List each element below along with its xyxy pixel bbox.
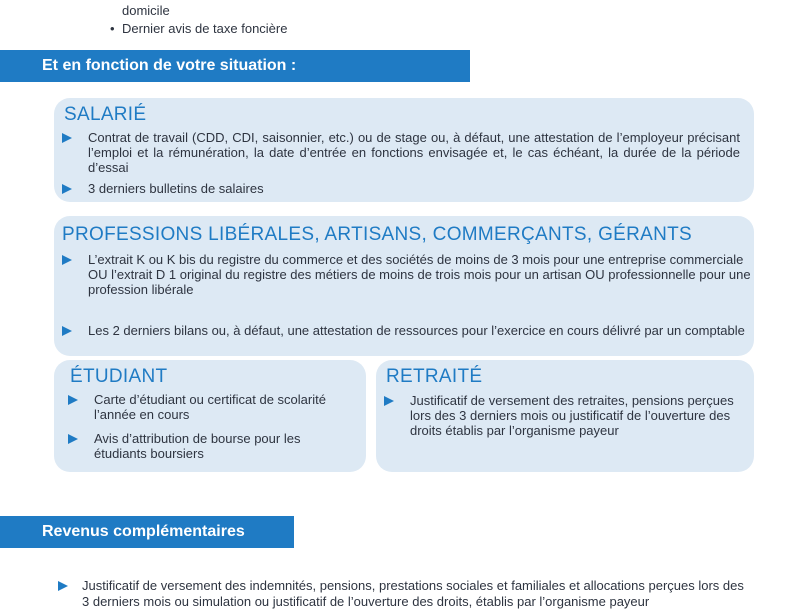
triangle-arrow-icon — [384, 396, 394, 406]
revenus-item-justificatif: Justificatif de versement des indemnités, pensions, prestations sociales et familiales et allocations perçues lors des 3 derniers mois ou simulation ou justificatif de l’ouverture des droits, établis par l’organisme payeur — [58, 578, 748, 610]
triangle-arrow-icon — [68, 395, 78, 405]
list-item-taxe-fonciere: • Dernier avis de taxe foncière — [108, 20, 287, 38]
triangle-arrow-icon — [62, 326, 72, 336]
etudiant-item-carte: Carte d’étudiant ou certificat de scolarité l’année en cours — [68, 392, 352, 422]
retraite-card — [376, 360, 754, 472]
triangle-arrow-icon — [62, 255, 72, 265]
salarie-item-contrat: Contrat de travail (CDD, CDI, saisonnier, etc.) ou de stage ou, à défaut, une attestation de l’employeur précisant l’emploi et la rémunération, la date d’entrée en fonctions envisagée et, le cas échéant, la durée de la période d’essai — [62, 130, 740, 175]
liberales-item-extrait: L’extrait K ou K bis du registre du commerce et des sociétés de moins de 3 mois pour une entreprise commerciale OU l’extrait D 1 original du registre des métiers de moins de trois mois pour un artisan OU professionnelle pour une profession libérale — [62, 252, 752, 297]
liberales-item-bilans: Les 2 derniers bilans ou, à défaut, une attestation de ressources pour l’exercice en cours délivré par un comptable — [62, 323, 752, 338]
situation-header: Et en fonction de votre situation : — [0, 50, 470, 82]
revenus-header: Revenus complémentaires — [0, 516, 294, 548]
list-continuation: domicile — [122, 3, 170, 18]
retraite-item-justificatif: Justificatif de versement des retraites, pensions perçues lors des 3 derniers mois ou justificatif de l’ouverture des droits établis par l’organisme payeur — [384, 393, 742, 438]
triangle-arrow-icon — [62, 184, 72, 194]
triangle-arrow-icon — [58, 581, 68, 591]
salarie-title: SALARIÉ — [64, 104, 147, 125]
triangle-arrow-icon — [62, 133, 72, 143]
liberales-title: PROFESSIONS LIBÉRALES, ARTISANS, COMMERÇANTS, GÉRANTS — [62, 224, 693, 245]
salarie-card — [54, 98, 754, 202]
triangle-arrow-icon — [68, 434, 78, 444]
liberales-card — [54, 216, 754, 356]
etudiant-title: ÉTUDIANT — [70, 366, 168, 387]
top-document-list — [108, 2, 287, 38]
salarie-item-bulletins: 3 derniers bulletins de salaires — [62, 181, 740, 196]
etudiant-card — [54, 360, 366, 472]
retraite-title: RETRAITÉ — [386, 366, 483, 387]
etudiant-item-bourse: Avis d’attribution de bourse pour les étudiants boursiers — [68, 431, 352, 461]
